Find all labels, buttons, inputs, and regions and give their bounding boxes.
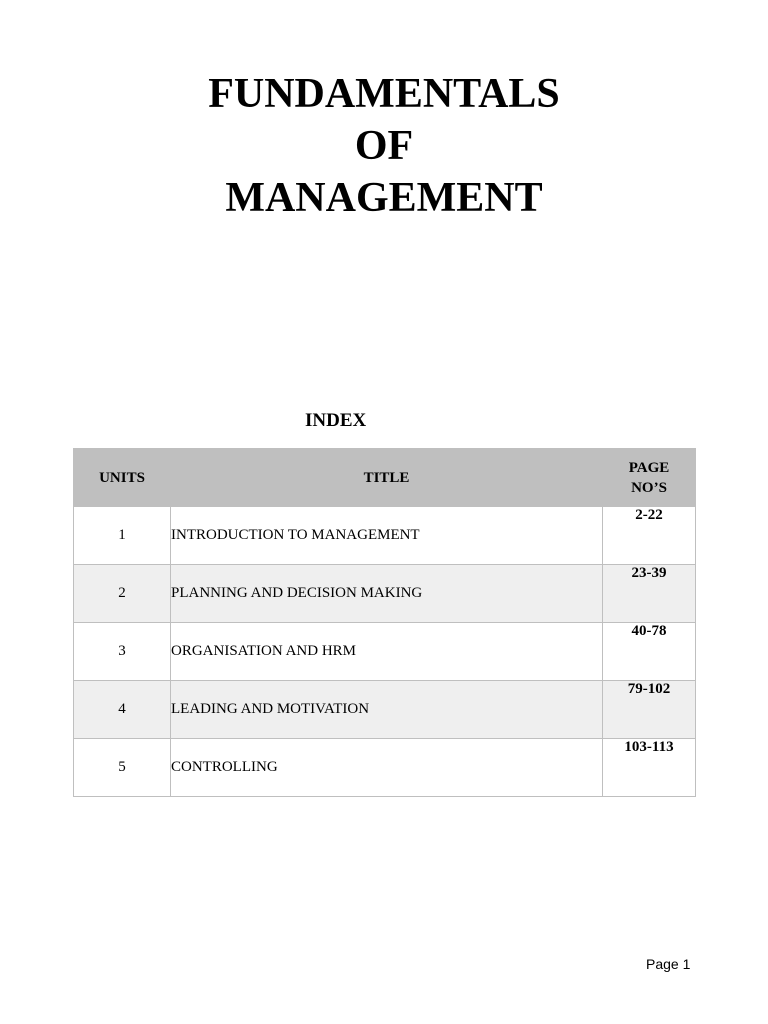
table-header-row [74,449,696,507]
unit-title: LEADING AND MOTIVATION [171,681,603,739]
page-range: 40-78 [603,623,696,681]
table-row [74,565,696,623]
index-heading: INDEX [305,410,367,431]
unit-number: 5 [74,739,171,797]
page-range: 23-39 [603,565,696,623]
unit-number: 3 [74,623,171,681]
header-page-nos-line1: PAGE [628,459,670,476]
unit-title: CONTROLLING [171,739,603,797]
unit-number: 2 [74,565,171,623]
unit-title: INTRODUCTION TO MANAGEMENT [171,507,603,565]
title-line-3: MANAGEMENT [225,175,543,221]
table-row [74,623,696,681]
page-number: Page 1 [646,956,691,972]
header-page-nos-line2: NO’S [631,479,667,496]
page-range: 103-113 [603,739,696,797]
table-row [74,739,696,797]
unit-number: 1 [74,507,171,565]
index-table [73,448,696,797]
document-title [0,68,768,224]
title-line-1: FUNDAMENTALS [208,71,560,117]
page-range: 2-22 [603,507,696,565]
header-units: UNITS [74,449,171,507]
title-line-2: OF [354,123,414,169]
header-page-nos [603,449,696,507]
unit-title: ORGANISATION AND HRM [171,623,603,681]
page-range: 79-102 [603,681,696,739]
header-title: TITLE [171,449,603,507]
unit-title: PLANNING AND DECISION MAKING [171,565,603,623]
unit-number: 4 [74,681,171,739]
table-row [74,681,696,739]
table-row [74,507,696,565]
